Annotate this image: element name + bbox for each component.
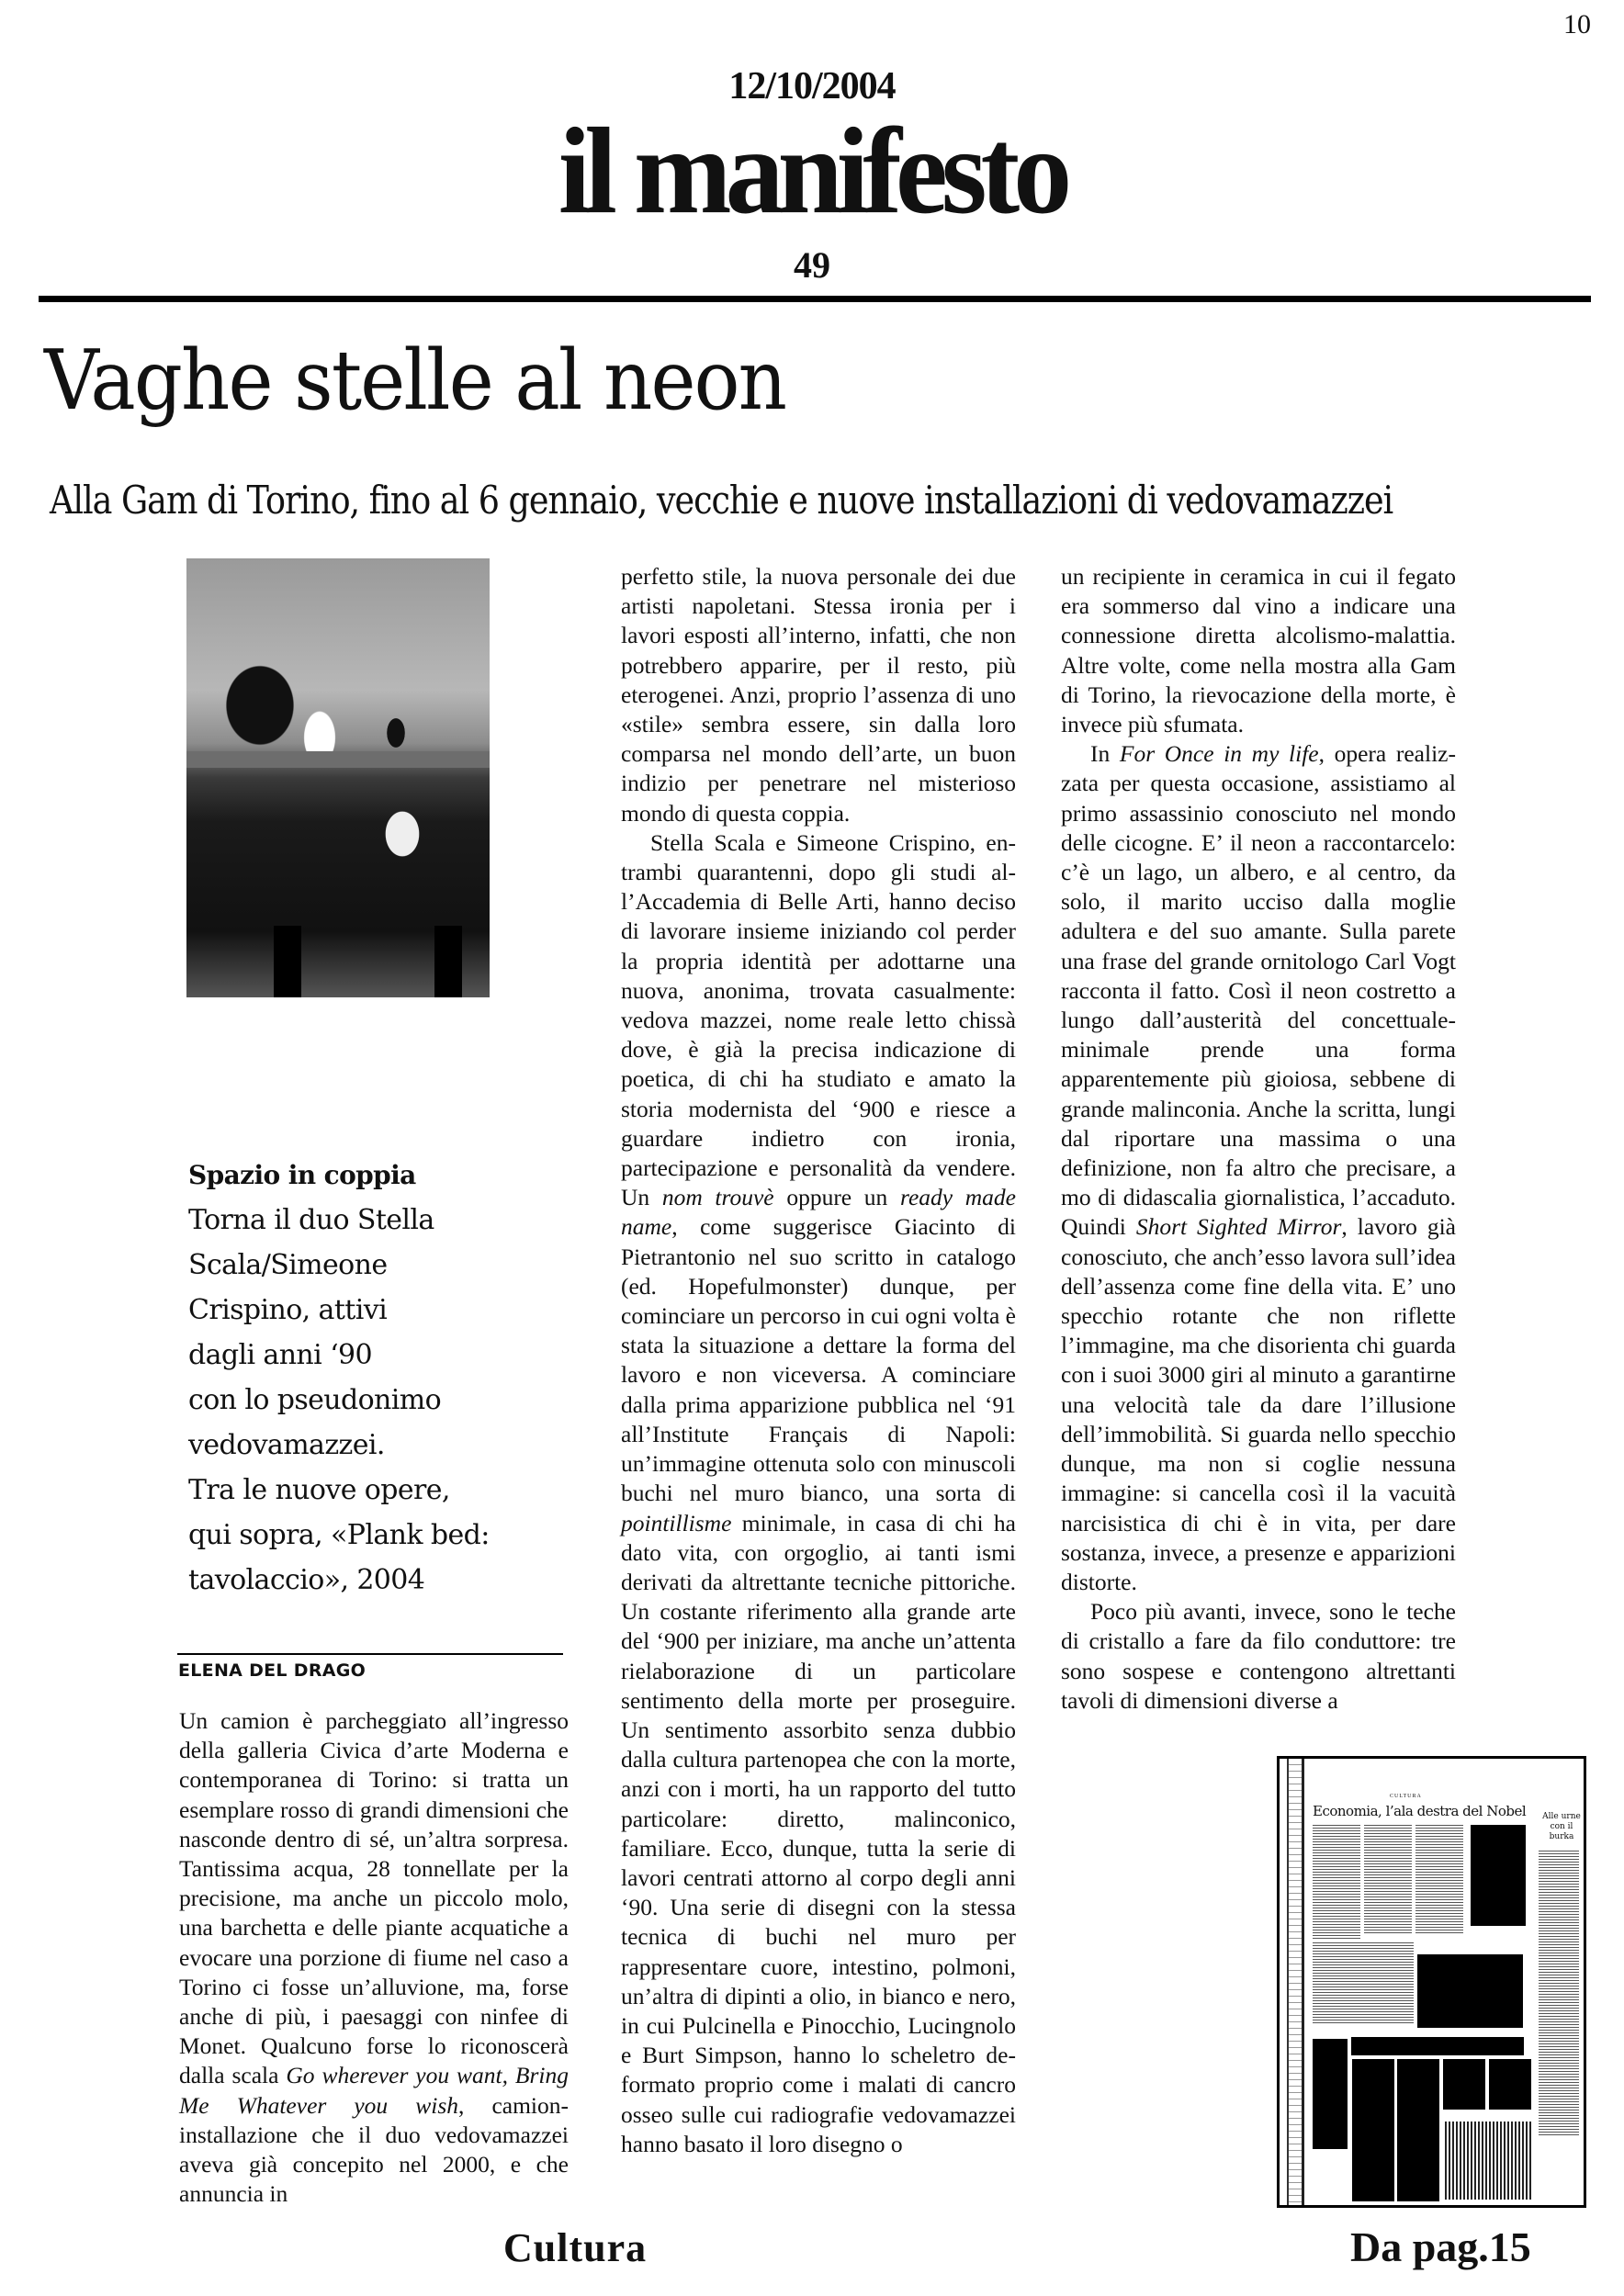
text-run: minimale, in casa di chi ha dato vita, con orgoglio, ai tanti ismi derivati da altrettante tecniche pittoriche. Un costante riferimento alla grande arte del ‘900 per iniziare, ma anche un’attenta rielaborazione di un particolare sentimento della morte per proseguire. Un sentimento assorbito senza dubbio dalla cultura partenopea che con la morte, anzi con i morti, ha un rapporto del tutto particolare: diretto, malinconico, familiare. Ecco, dunque, tutta la serie di lavori centrati attorno al corpo degli anni ‘90. Una serie di disegni con la stessa tecnica di buchi nel muro per rappresentare cuore, intestino, polmoni, un’altra di dipinti a olio, in bianco e nero, in cui Pulcinella e Pinocchio, Lucingnolo e Burt Simpson, hanno lo scheletro deformato proprio come i malati di cancro osseo sulle cui radiografie vedovamazzei hanno basato il loro disegno o bbox=[621, 1509, 1016, 2157]
caption-line: Torna il duo Stella bbox=[188, 1204, 434, 1236]
article-photo bbox=[186, 558, 490, 997]
caption-line: tavolaccio», 2004 bbox=[188, 1564, 425, 1596]
article-column-3 bbox=[1061, 562, 1456, 1716]
paragraph: Poco più avanti, invece, sono le teche di cristallo a fare da filo conduttore: tre sono sospese e contengono altrettanti tavoli di dimensioni diverse a bbox=[1061, 1598, 1456, 1714]
text-run: Un camion è parcheggiato all’ingresso della galleria Civica d’arte Moderna e contemporanea di Torino: si tratta un esemplare rosso di grandi dimensioni che nasconde dentro di sé, un’altra sorpresa. Tantissima acqua, 28 tonnellate per la precisione, ma anche un piccolo molo, una barchetta e delle piante acquatiche a evocare una porzione di fiume nel caso a Torino ci fosse un’alluvione, ma, forse anche di più, i paesaggi con ninfee di Monet. Qualcuno forse lo riconoscerà dalla scala bbox=[179, 1707, 569, 2089]
photo-caption bbox=[188, 1153, 574, 1603]
section-label: Cultura bbox=[503, 2225, 648, 2270]
thumbnail-ad-block bbox=[1443, 2059, 1485, 2110]
thumbnail-spine bbox=[1287, 1759, 1304, 2205]
thumbnail-ad-block bbox=[1397, 2059, 1439, 2201]
italic-term: ready made name bbox=[621, 1184, 1016, 1241]
scan-page-number: 10 bbox=[1563, 9, 1591, 39]
thumbnail-photo bbox=[1471, 1825, 1526, 1926]
jump-reference: Da pag.15 bbox=[1350, 2223, 1531, 2270]
text-run: , camion-installazione che il duo vedovamazzei aveva già concepito nel 2000, e che annuncia in bbox=[179, 2091, 569, 2208]
text-run: , lavoro già conosciuto, che anch’esso lavora sull’idea dell’assenza come fine della vita. E’ uno specchio rotante che non riflette l’immagine, ma che disorienta chi guarda con i suoi 3000 giri al minuto a garantirne una velocità tale da dare l’illusione dell’immobilità. Si guarda nello specchio dunque, ma non si coglie nessuna immagine: si cancella così il la vacuità narcisistica di chi è in vita, per dare sostanza, invece, a presenze e apparizioni distorte. bbox=[1061, 1213, 1456, 1595]
thumbnail-text-block bbox=[1313, 1825, 1360, 1940]
thumbnail-ad-block bbox=[1351, 2037, 1524, 2055]
headline: Vaghe stelle al neon bbox=[44, 332, 786, 429]
article-column-1 bbox=[179, 1706, 569, 2209]
artwork-title: Short Sighted Mirror bbox=[1135, 1213, 1342, 1241]
continuation-page-thumbnail bbox=[1277, 1756, 1586, 2208]
newspaper-page-number: 49 bbox=[794, 244, 830, 286]
thumbnail-photo bbox=[1417, 1954, 1523, 2028]
caption-line: dagli anni ‘90 bbox=[188, 1339, 372, 1371]
text-run: In bbox=[1090, 740, 1120, 768]
byline-rule bbox=[177, 1653, 563, 1655]
thumbnail-ad-block bbox=[1352, 2059, 1394, 2201]
text-run: oppure un bbox=[773, 1184, 900, 1211]
italic-term: nom trouvè bbox=[661, 1184, 774, 1211]
paragraph bbox=[1061, 739, 1456, 1597]
text-run: , come suggerisce Giacinto di Pietrantonio nel suo scritto in catalogo (ed. Hopefulmonster) dunque, per cominciare un percorso in cui ogni volta è stata la situazione a dettare la forma del lavoro e non viceversa. A cominciare dalla prima apparizione pubblica nel ‘91 all’Institute Français di Napoli: un’immagine ottenuta solo con minuscoli buchi nel muro bianco, una sorta di bbox=[621, 1213, 1016, 1507]
caption-line: qui sopra, «Plank bed: bbox=[188, 1519, 490, 1551]
photo-shelf bbox=[186, 751, 490, 768]
text-run: , opera realizzata per questa occasione, assistiamo al primo assassinio conosciuto nel mondo delle cicogne. E’ il neon a raccontarcelo: c’è un lago, un albero, e al centro, da solo, il marito ucciso dalla moglie adultera e del suo amante. Sulla parete una frase del grande ornitologo Carl Vogt racconta il fatto. Così il neon costretto a lungo dall’austerità del concettuale-minimale prende una forma apparentemente più gioiosa, sebbene di grande malinconia. Anche la scritta, lungi dal riportare una massima o una definizione, non fa altro che precisare, a mo di didascalia giornalistica, l’accaduto. Quindi bbox=[1061, 740, 1456, 1241]
caption-title: Spazio in coppia bbox=[188, 1160, 416, 1190]
masthead: il manifesto bbox=[558, 102, 1066, 240]
paragraph bbox=[179, 1706, 569, 2209]
caption-line: Crispino, attivi bbox=[188, 1294, 388, 1326]
byline: ELENA DEL DRAGO bbox=[178, 1660, 367, 1681]
paragraph: un recipiente in ceramica in cui il fegato era sommerso dal vino a indicare una connessione diretta alcolismo-malattia. Altre volte, come nella mostra alla Gam di Torino, la rievocazione della morte, è invece più sfumata. bbox=[1061, 563, 1456, 738]
paragraph bbox=[621, 828, 1016, 2159]
thumbnail-advert bbox=[1445, 2122, 1532, 2200]
paragraph: perfetto stile, la nuova personale dei due artisti napoletani. Stessa ironia per i lavori esposti all’interno, infatti, che non potrebbero apparire, per il resto, più eterogenei. Anzi, proprio l’assenza di uno «stile» sembra essere, sin dalla loro comparsa nel mondo dell’arte, un buon indizio per penetrare nel misterioso mondo di questa coppia. bbox=[621, 563, 1016, 827]
italic-term: pointillisme bbox=[621, 1509, 732, 1536]
thumbnail-ad-block bbox=[1489, 2059, 1531, 2110]
masthead-rule bbox=[39, 296, 1591, 302]
thumbnail-section: CULTURA bbox=[1390, 1794, 1422, 1799]
artwork-title: Go wherever you want, Bring Me Whatever you wish bbox=[179, 2062, 569, 2119]
thumbnail-text-block bbox=[1364, 1825, 1412, 1933]
photo-leg bbox=[434, 926, 462, 997]
publication-date: 12/10/2004 bbox=[728, 65, 896, 107]
thumbnail-ad-block bbox=[1313, 2039, 1348, 2149]
artwork-title: For Once in my life bbox=[1119, 740, 1319, 768]
caption-line: Scala/Simeone bbox=[188, 1249, 388, 1281]
text-run: Stella Scala e Simeone Crispino, entrambi quarantenni, dopo gli studi all’Accademia di Belle Arti, hanno deciso di lavorare insieme iniziando col perder la propria identità per adottarne una nuova, anonima, trovata casualmente: vedova mazzei, nome reale letto chissà dove, è già la precisa indicazione di poetica, di chi ha studiato e amato la storia modernista del ‘900 e riesce a guardare indietro con ironia, partecipazione e personalità da vendere. Un bbox=[621, 828, 1016, 1211]
thumbnail-text-block bbox=[1313, 1942, 1414, 2025]
caption-line: Tra le nuove opere, bbox=[188, 1474, 450, 1506]
caption-line: vedovamazzei. bbox=[188, 1429, 385, 1461]
thumbnail-side-headline: Alle urne con il burka bbox=[1542, 1812, 1581, 1841]
thumbnail-headline: Economia, l’ala destra del Nobel bbox=[1313, 1803, 1527, 1819]
thumbnail-text-block bbox=[1539, 1851, 1579, 2135]
subheadline: Alla Gam di Torino, fino al 6 gennaio, vecchie e nuove installazioni di vedovamazzei bbox=[50, 478, 1393, 523]
caption-line: con lo pseudonimo bbox=[188, 1384, 442, 1416]
thumbnail-text-block bbox=[1415, 1825, 1463, 1933]
photo-leg bbox=[274, 926, 301, 997]
article-column-2 bbox=[621, 562, 1016, 2159]
